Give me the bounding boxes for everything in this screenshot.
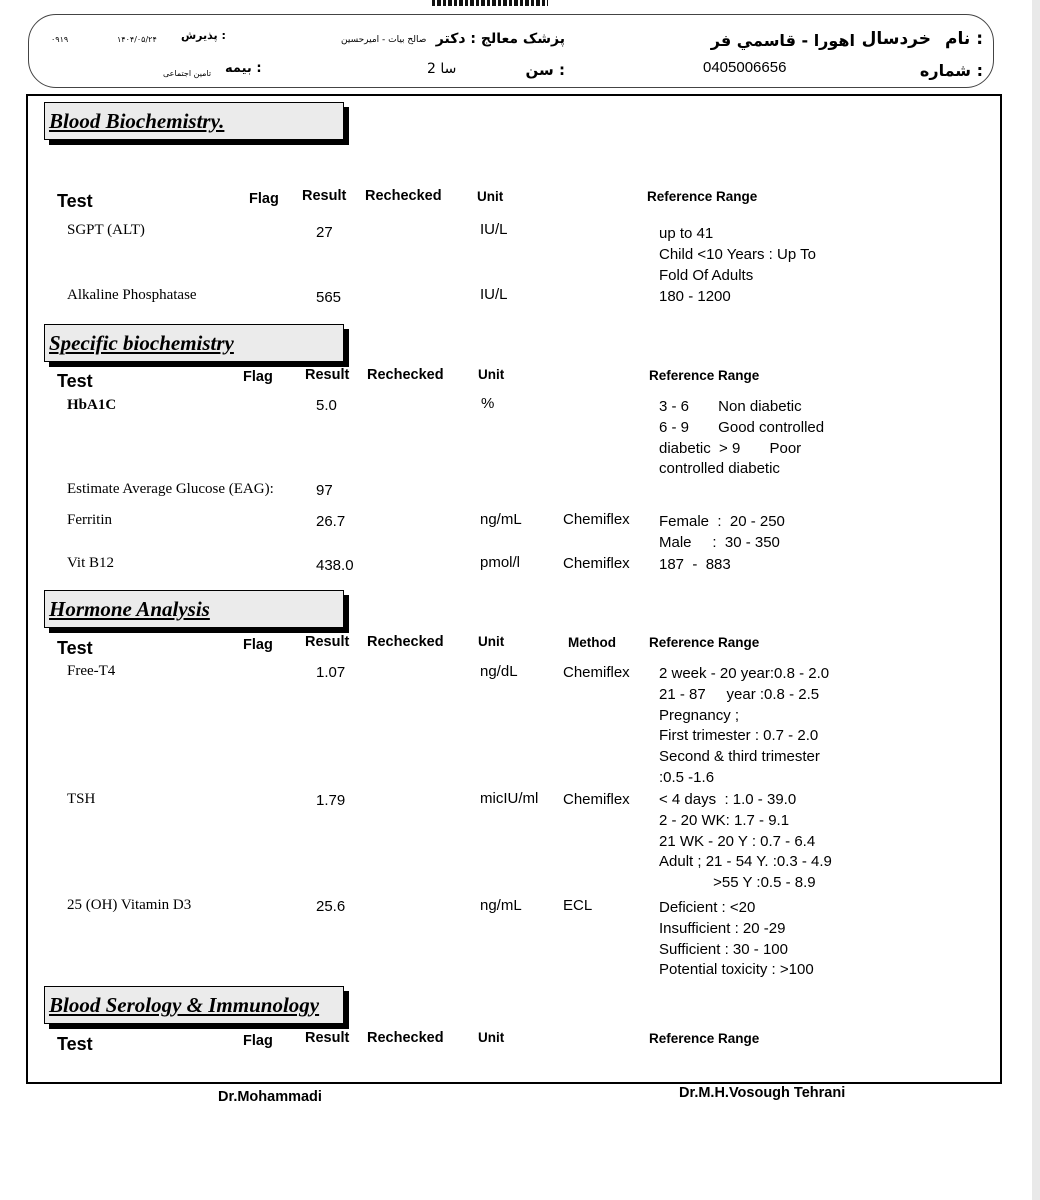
test-method: Chemiflex xyxy=(563,664,630,681)
test-unit: % xyxy=(481,395,495,412)
test-name: Alkaline Phosphatase xyxy=(67,287,197,303)
reference-range: Female : 20 - 250 Male : 30 - 350 xyxy=(659,513,785,551)
test-method: Chemiflex xyxy=(563,511,630,528)
col-test: Test xyxy=(57,371,93,391)
section-hormone-analysis xyxy=(44,590,344,628)
admission-code: ۰۹۱۹ xyxy=(51,35,69,44)
test-result: 565 xyxy=(316,289,342,306)
test-name: HbA1C xyxy=(67,397,117,413)
col-result: Result xyxy=(305,1030,350,1046)
col-test: Test xyxy=(57,638,93,658)
col-rechecked: Rechecked xyxy=(367,367,444,383)
patient-number: 0405006656 xyxy=(703,59,787,76)
col-unit: Unit xyxy=(478,1030,505,1045)
test-unit: micIU/ml xyxy=(480,790,539,807)
test-name: SGPT (ALT) xyxy=(67,222,145,238)
number-label: شماره : xyxy=(919,61,983,80)
col-flag: Flag xyxy=(249,191,279,207)
report-frame xyxy=(26,94,1002,1084)
age-label: سن : xyxy=(525,61,565,79)
test-unit: pmol/l xyxy=(480,554,521,571)
test-result: 26.7 xyxy=(316,513,346,530)
col-unit: Unit xyxy=(477,189,504,204)
col-rechecked: Rechecked xyxy=(367,1030,444,1046)
col-test: Test xyxy=(57,1034,93,1054)
reference-range: < 4 days : 1.0 - 39.0 2 - 20 WK: 1.7 - 9.1 21 WK - 20 Y : 0.7 - 6.4 Adult ; 21 - 54 Y. :0.3 - 4.9 >55 Y :0.5 - 8.9 xyxy=(659,791,832,892)
test-result: 1.79 xyxy=(316,792,346,809)
section-blood-serology xyxy=(44,986,344,1024)
col-reference: Reference Range xyxy=(649,1031,760,1046)
test-result: 97 xyxy=(316,482,333,499)
test-result: 27 xyxy=(316,224,333,241)
col-unit: Unit xyxy=(478,367,505,382)
admission-label: پذیرش : xyxy=(181,29,226,42)
test-result: 1.07 xyxy=(316,664,346,681)
doctor-label: پزشک معالج : دکتر xyxy=(435,31,565,47)
col-rechecked: Rechecked xyxy=(367,634,444,650)
col-rechecked: Rechecked xyxy=(365,188,442,204)
test-name: Vit B12 xyxy=(67,555,115,571)
test-unit: IU/L xyxy=(480,221,508,238)
col-result: Result xyxy=(305,367,350,383)
signature-right: Dr.M.H.Vosough Tehrani xyxy=(679,1085,846,1101)
patient-header xyxy=(28,14,994,88)
patient-name: اهورا - قاسمي فر xyxy=(710,31,855,50)
test-name: 25 (OH) Vitamin D3 xyxy=(67,897,192,913)
reference-range: 187 - 883 xyxy=(659,556,731,573)
section-specific-biochemistry xyxy=(44,324,344,362)
col-flag: Flag xyxy=(243,637,273,653)
col-flag: Flag xyxy=(243,369,273,385)
section-blood-biochemistry xyxy=(44,102,344,140)
insurance-value: تامین اجتماعی xyxy=(163,69,212,78)
test-result: 5.0 xyxy=(316,397,337,414)
reference-range: 3 - 6 Non diabetic 6 - 9 Good controlled diabetic > 9 Poor controlled diabetic xyxy=(659,398,825,478)
col-unit: Unit xyxy=(478,634,505,649)
test-unit: IU/L xyxy=(480,286,508,303)
col-reference: Reference Range xyxy=(649,368,760,383)
col-reference: Reference Range xyxy=(649,635,760,650)
test-result: 25.6 xyxy=(316,898,346,915)
doctor-name: صالح بیات - امیرحسین xyxy=(341,35,427,45)
test-result: 438.0 xyxy=(316,557,354,574)
col-test: Test xyxy=(57,191,93,211)
patient-group: خردسال xyxy=(861,29,931,49)
section-title: Blood Serology & Immunology xyxy=(49,992,320,1017)
signature-left: Dr.Mohammadi xyxy=(218,1089,322,1105)
admission-date: ۱۴۰۴/۰۵/۲۴ xyxy=(117,35,157,44)
reference-range: up to 41 Child <10 Years : Up To Fold Of Adults xyxy=(659,225,816,284)
test-unit: ng/mL xyxy=(480,511,522,528)
section-title: Blood Biochemistry. xyxy=(49,108,225,133)
col-result: Result xyxy=(302,188,347,204)
reference-range: 180 - 1200 xyxy=(659,288,731,305)
section-title: Specific biochemistry xyxy=(49,330,234,355)
test-name: Ferritin xyxy=(67,512,112,528)
test-name: Free-T4 xyxy=(67,663,116,679)
col-flag: Flag xyxy=(243,1033,273,1049)
test-unit: ng/dL xyxy=(480,663,518,680)
col-reference: Reference Range xyxy=(647,189,758,204)
section-title: Hormone Analysis xyxy=(49,596,210,621)
reference-range: 2 week - 20 year:0.8 - 2.0 21 - 87 year :0.8 - 2.5 Pregnancy ; First trimester : 0.7 - 2.0 Second & third trimester :0.5 -1.6 xyxy=(659,665,830,786)
col-result: Result xyxy=(305,634,350,650)
age-value: 2 سا xyxy=(427,61,457,77)
insurance-label: بیمه : xyxy=(225,61,262,76)
test-name: TSH xyxy=(67,791,96,807)
right-edge-border xyxy=(1032,0,1040,1200)
test-method: ECL xyxy=(563,897,593,914)
test-name: Estimate Average Glucose (EAG): xyxy=(67,481,274,497)
test-unit: ng/mL xyxy=(480,897,522,914)
col-method: Method xyxy=(568,635,616,650)
reference-range: Deficient : <20 Insufficient : 20 -29 Sufficient : 30 - 100 Potential toxicity : >100 xyxy=(659,899,814,979)
test-method: Chemiflex xyxy=(563,555,630,572)
qr-code-strip xyxy=(432,0,548,6)
test-method: Chemiflex xyxy=(563,791,630,808)
name-label: نام : xyxy=(945,29,983,49)
